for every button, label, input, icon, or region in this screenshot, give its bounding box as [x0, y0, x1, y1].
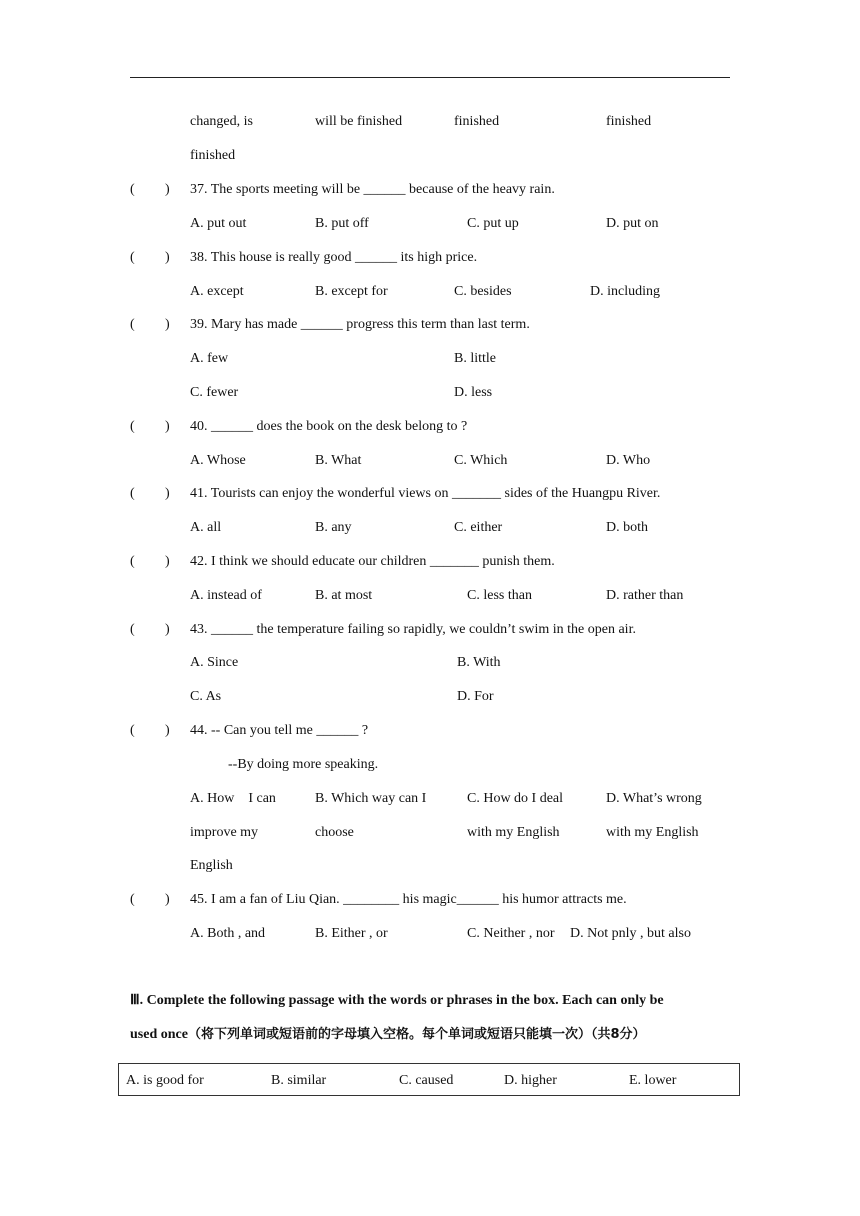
- answer-paren-open[interactable]: (: [130, 554, 135, 569]
- answer-paren-close: ): [165, 892, 170, 907]
- answer-paren-open[interactable]: (: [130, 892, 135, 907]
- option-a: A. put out: [190, 216, 247, 231]
- option-text: changed, is: [190, 114, 253, 129]
- answer-paren-open[interactable]: (: [130, 622, 135, 637]
- option-a-cont2: English: [190, 858, 233, 873]
- option-b: B. except for: [315, 284, 388, 299]
- question-stem: 39. Mary has made ______ progress this term than last term.: [190, 317, 530, 332]
- question-stem-reply: --By doing more speaking.: [228, 757, 379, 772]
- option-d: D. What’s wrong: [606, 791, 702, 806]
- option-b: B. With: [457, 655, 501, 670]
- answer-paren-open[interactable]: (: [130, 182, 135, 197]
- option-b: B. little: [454, 351, 496, 366]
- option-c: C. Neither , nor: [467, 926, 555, 941]
- question-stem: 41. Tourists can enjoy the wonderful views on _______ sides of the Huangpu River.: [190, 486, 661, 501]
- word-option-a: A. is good for: [126, 1073, 204, 1088]
- option-c: C. less than: [467, 588, 532, 603]
- question-stem: 40. ______ does the book on the desk belong to ?: [190, 419, 468, 434]
- option-d: D. For: [457, 689, 494, 704]
- option-a: A. instead of: [190, 588, 262, 603]
- answer-paren-close: ): [165, 723, 170, 738]
- option-c: C. either: [454, 520, 503, 535]
- option-b: B. at most: [315, 588, 373, 603]
- answer-paren-close: ): [165, 486, 170, 501]
- option-c: C. besides: [454, 284, 512, 299]
- answer-paren-close: ): [165, 317, 170, 332]
- question-stem: 44. -- Can you tell me ______ ?: [190, 723, 369, 738]
- section-heading-line2: [130, 1026, 646, 1044]
- section-instruction-chinese: （将下列单词或短语前的字母填入空格。每个单词或短语只能填一次）（共8分）: [187, 1027, 646, 1042]
- option-a: A. except: [190, 284, 244, 299]
- question-stem: 45. I am a fan of Liu Qian. ________ his magic______ his humor attracts me.: [190, 892, 627, 907]
- option-text: finished: [454, 114, 500, 129]
- option-d: D. Who: [606, 453, 651, 468]
- answer-paren-open[interactable]: (: [130, 419, 135, 434]
- section-numeral: Ⅲ.: [130, 993, 144, 1008]
- question-stem: 42. I think we should educate our children _______ punish them.: [190, 554, 555, 569]
- answer-paren-close: ): [165, 250, 170, 265]
- option-d: D. less: [454, 385, 493, 400]
- option-b: B. put off: [315, 216, 369, 231]
- option-b: B. Which way can I: [315, 791, 427, 806]
- option-d-cont: with my English: [606, 825, 699, 840]
- option-a: A. all: [190, 520, 222, 535]
- word-box: [118, 1063, 740, 1096]
- option-c-cont: with my English: [467, 825, 560, 840]
- option-d: D. put on: [606, 216, 659, 231]
- option-b: B. any: [315, 520, 352, 535]
- option-a-cont: improve my: [190, 825, 259, 840]
- question-stem: 43. ______ the temperature failing so rapidly, we couldn’t swim in the open air.: [190, 622, 636, 637]
- answer-paren-open[interactable]: (: [130, 723, 135, 738]
- question-stem: 37. The sports meeting will be ______ because of the heavy rain.: [190, 182, 555, 197]
- option-c: C. Which: [454, 453, 508, 468]
- option-text: finished: [190, 148, 236, 163]
- option-c: C. put up: [467, 216, 519, 231]
- answer-paren-close: ): [165, 182, 170, 197]
- answer-paren-open[interactable]: (: [130, 250, 135, 265]
- option-text: finished: [606, 114, 652, 129]
- word-option-e: E. lower: [629, 1073, 677, 1088]
- option-c: C. As: [190, 689, 222, 704]
- word-option-d: D. higher: [504, 1073, 557, 1088]
- option-text: will be finished: [315, 114, 403, 129]
- answer-paren-close: ): [165, 554, 170, 569]
- option-a: A. Both , and: [190, 926, 266, 941]
- top-rule: [130, 77, 730, 78]
- option-c: C. How do I deal: [467, 791, 564, 806]
- option-b: B. Either , or: [315, 926, 388, 941]
- option-d: D. including: [590, 284, 660, 299]
- option-a: A. How I can: [190, 791, 276, 806]
- option-d: D. Not pnly , but also: [570, 926, 691, 941]
- word-option-c: C. caused: [399, 1073, 454, 1088]
- option-a: A. Whose: [190, 453, 246, 468]
- option-a: A. few: [190, 351, 229, 366]
- section-instruction-line2: used once: [130, 1027, 188, 1042]
- option-a: A. Since: [190, 655, 239, 670]
- answer-paren-open[interactable]: (: [130, 317, 135, 332]
- option-d: D. rather than: [606, 588, 684, 603]
- question-stem: 38. This house is really good ______ its high price.: [190, 250, 478, 265]
- answer-paren-open[interactable]: (: [130, 486, 135, 501]
- section-instruction-line1: Complete the following passage with the words or phrases in the box. Each can only be: [143, 993, 664, 1008]
- word-option-b: B. similar: [271, 1073, 327, 1088]
- answer-paren-close: ): [165, 622, 170, 637]
- option-c: C. fewer: [190, 385, 239, 400]
- option-d: D. both: [606, 520, 648, 535]
- section-heading: [130, 992, 664, 1010]
- option-b: B. What: [315, 453, 362, 468]
- answer-paren-close: ): [165, 419, 170, 434]
- option-b-cont: choose: [315, 825, 354, 840]
